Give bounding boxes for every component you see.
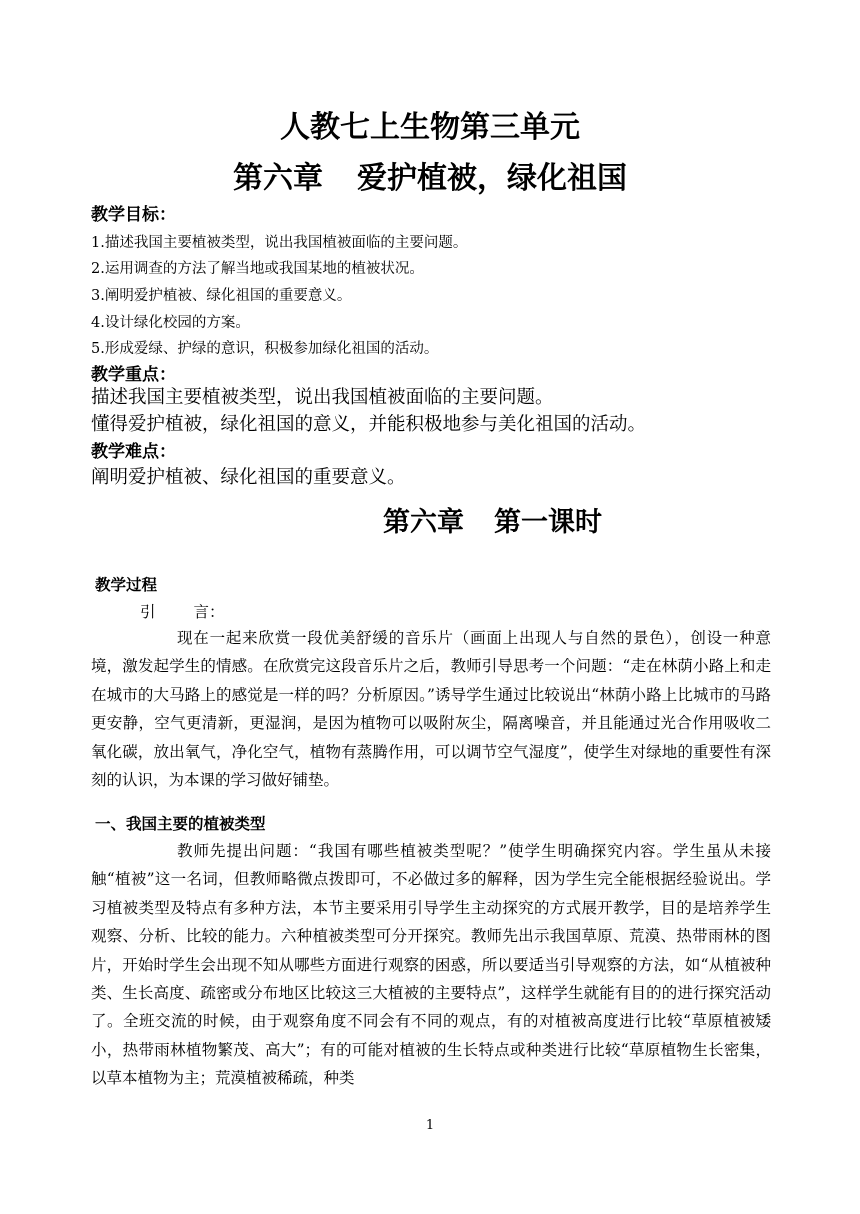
lesson-period: 第一课时 [494,507,602,538]
difficulties-heading: 教学难点： [91,442,176,462]
difficulty-item: 阐明爱护植被、绿化祖国的重要意义。 [91,467,406,488]
lesson-title [383,500,602,539]
process-heading: 教学过程 [95,575,158,594]
chapter-name: 爱护植被，绿化祖国 [357,161,627,196]
lesson-chapter: 第六章 [383,507,464,538]
document-title: 人教七上生物第三单元 [280,110,580,145]
intro-label-rest: 言： [193,603,225,621]
objective-item: 4.设计绿化校园的方案。 [91,315,250,331]
intro-label-char: 引 [140,603,156,621]
chapter-title [0,153,860,197]
objective-item: 5.形成爱绿、护绿的意识，积极参加绿化祖国的活动。 [91,341,439,357]
objective-item: 3.阐明爱护植被、绿化祖国的重要意义。 [91,288,352,304]
intro-label [140,600,225,622]
intro-paragraph [91,624,771,794]
objective-item: 2.运用调查的方法了解当地或我国某地的植被状况。 [91,261,424,277]
section1-heading: 一、我国主要的植被类型 [95,814,266,833]
intro-text: 现在一起来欣赏一段优美舒缓的音乐片（画面上出现人与自然的景色），创设一种意境，激发起学生的情感。在欣赏完这段音乐片之后，教师引导思考一个问题：“走在林荫小路上和走在城市的大马路上的感觉是一样的吗？分析原因。”诱导学生通过比较说出“林荫小路上比城市的马路更安静，空气更清新，更湿润，是因为植物可以吸附灰尘，隔离噪音，并且能通过光合作用吸收二氧化碳，放出氧气，净化空气，植物有蒸腾作用，可以调节空气湿度”，使学生对绿地的重要性有深刻的认识，为本课的学习做好铺垫。 [91,629,771,790]
page-number: 1 [425,1118,435,1133]
section1-paragraph [91,837,771,1093]
chapter-number: 第六章 [233,161,323,196]
objective-item: 1.描述我国主要植被类型，说出我国植被面临的主要问题。 [91,235,468,251]
section1-text: 教师先提出问题：“我国有哪些植被类型呢？”使学生明确探究内容。学生虽从未接触“植被”这一名词，但教师略微点拨即可，不必做过多的解释，因为学生完全能根据经验说出。学习植被类型及特点有多种方法，本节主要采用引导学生主动探究的方式展开教学，目的是培养学生观察、分析、比较的能力。六种植被类型可分开探究。教师先出示我国草原、荒漠、热带雨林的图片，开始时学生会出现不知从哪些方面进行观察的困惑，所以要适当引导观察的方法，如“从植被种类、生长高度、疏密或分布地区比较这三大植被的主要特点”，这样学生就能有目的的进行探究活动了。全班交流的时候，由于观察角度不同会有不同的观点，有的对植被高度进行比较“草原植被矮小，热带雨林植物繁茂、高大”；有的可能对植被的生长特点或种类进行比较“草原植物生长密集，以草本植物为主；荒漠植被稀疏，种类 [91,842,771,1088]
objectives-heading: 教学目标： [91,205,176,225]
key-point-item: 描述我国主要植被类型，说出我国植被面临的主要问题。 [91,387,554,408]
key-points-heading: 教学重点： [91,365,176,385]
key-point-item: 懂得爱护植被，绿化祖国的意义，并能积极地参与美化祖国的活动。 [91,414,647,435]
